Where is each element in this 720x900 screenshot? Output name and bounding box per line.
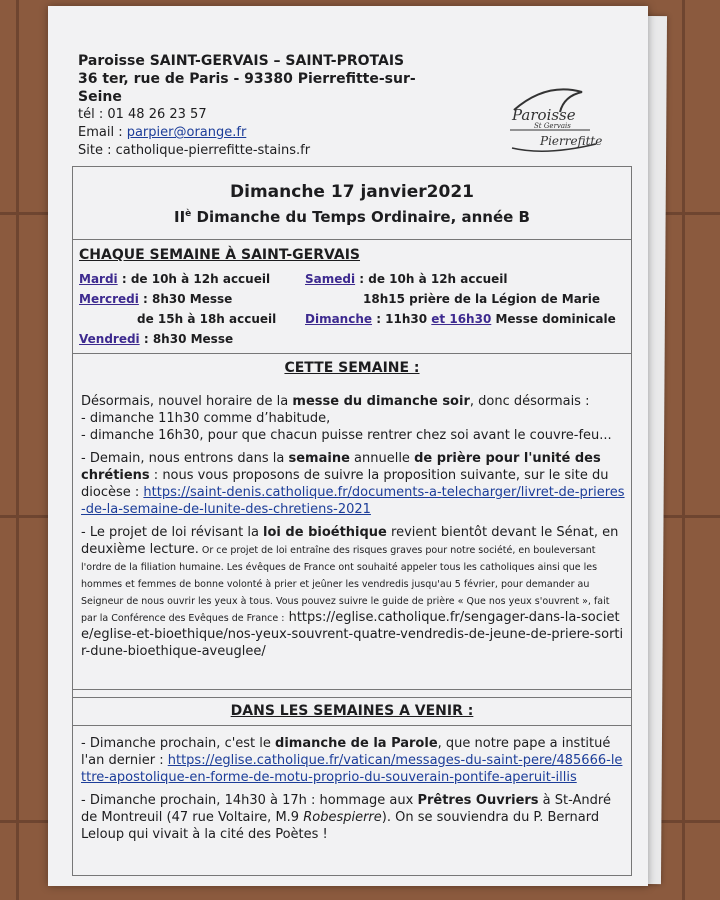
schedule-mercredi-2: de 15h à 18h accueil [137,312,277,326]
weekly-schedule-left [79,269,319,349]
this-week-body [81,393,625,666]
floor-grout [682,0,685,900]
diocese-link[interactable]: https://saint-denis.catholique.fr/documents-a-telecharger/livret-de-prieres-de-la-semaine-de-lunite-des-chretiens-2021 [81,485,625,517]
parish-address: 36 ter, rue de Paris - 93380 Pierrefitte-sur-Seine [78,71,416,105]
divider [73,353,631,354]
worker-priests-paragraph: - Dimanche prochain, 14h30 à 17h : hommage aux Prêtres Ouvriers à St-André de Montreuil (47 rue Voltaire, M.9 Robespierre). On se souviendra du P. Bernard Leloup qui vivait à la cité des Poètes ! [81,793,611,842]
schedule-mardi: Mardi : de 10h à 12h accueil [79,272,271,286]
parish-header [78,52,418,160]
parish-name: Paroisse SAINT-GERVAIS – SAINT-PROTAIS [78,53,405,69]
word-sunday-paragraph: - Dimanche prochain, c'est le dimanche de la Parole, que notre pape a institué l'an dernier : https://eglise.catholique.fr/vatican/messages-du-saint-pere/485666-lettre-apostolique-en-forme-de-motu-proprio-du-souverain-pontife-aperuit-illis [81,736,623,785]
weekly-heading: CHAQUE SEMAINE À SAINT-GERVAIS [79,247,361,263]
bulletin-frame [72,166,632,876]
weekly-schedule-right [305,269,625,329]
evening-mass-paragraph: Désormais, nouvel horaire de la messe du dimanche soir, donc désormais : - dimanche 11h30 comme d’habitude, - dimanche 16h30, pour que chacun puisse rentrer chez soi avant le couvre-feu... [81,394,612,443]
schedule-dimanche: Dimanche : 11h30 et 16h30 Messe dominicale [305,312,616,326]
parish-leaflet [48,6,648,886]
parish-site-line [78,142,418,160]
schedule-vendredi: Vendredi : 8h30 Messe [79,332,234,346]
parish-phone: tél : 01 48 26 23 57 [78,107,207,122]
schedule-mercredi: Mercredi : 8h30 Messe [79,292,233,306]
bulletin-date: Dimanche 17 janvier2021 [230,182,474,202]
schedule-samedi-2: 18h15 prière de la Légion de Marie [363,292,600,306]
site-link[interactable]: catholique-pierrefitte-stains.fr [115,143,311,158]
logo-line1: Paroisse [512,106,576,124]
bulletin-subtitle: $II^è$ Dimanche du Temps Ordinaire, année B [173,208,530,226]
schedule-samedi: Samedi : de 10h à 12h accueil [305,272,508,286]
divider [73,725,631,726]
vatican-link[interactable]: https://eglise.catholique.fr/vatican/messages-du-saint-pere/485666-lettre-apostolique-en-forme-de-motu-proprio-du-souverain-pontife-aperuit-illis [81,753,623,785]
logo-line2: St Gervais [534,122,571,130]
coming-body [81,735,625,849]
logo-line3: Pierrefitte [540,134,603,148]
coming-heading: DANS LES SEMAINES A VENIR : [230,703,474,719]
bulletin-title [73,181,631,228]
parish-email-line [78,124,418,142]
floor-grout [16,0,19,900]
divider [73,689,631,690]
bioethics-link[interactable]: https://eglise.catholique.fr/sengager-dans-la-societe/eglise-et-bioethique/nos-yeux-souvrent-quatre-vendredis-de-jeune-de-priere-sortir-dune-bioethique-aveuglee/ [81,610,624,659]
unity-week-paragraph: - Demain, nous entrons dans la semaine annuelle de prière pour l'unité des chrétiens : nous vous proposons de suivre la proposition suivante, sur le site du diocèse : https://saint-denis.catholique.fr/documents-a-telecharger/livret-de-prieres-de-la-semaine-de-lunite-des-chretiens-2021 [81,451,625,517]
bioethics-paragraph: - Le projet de loi révisant la loi de bioéthique revient bientôt devant le Sénat, en deuxième lecture. Or ce projet de loi entraîne des risques graves pour notre société, en bouleversant l'ordre de la filiation humaine. Les évêques de France ont souhaité appeler tous les catholiques ainsi que les hommes et femmes de bonne volonté à prier et jeûner les vendredis jusqu'au 5 février, pour demander au Seigneur de nous ouvrir les yeux à tous. Vous pouvez suivre le guide de prière « Que nos yeux s'ouvrent », fait par la Conférence des Evêques de France : https://eglise.catholique.fr/sengager-dans-la-societe/eglise-et-bioethique/nos-yeux-souvrent-quatre-vendredis-de-jeune-de-priere-sortir-dune-bioethique-aveuglee/ [81,525,624,659]
divider [73,239,631,240]
email-link[interactable]: parpier@orange.fr [126,125,247,140]
site-label: Site : [78,143,116,158]
divider [73,697,631,698]
email-label: Email : [78,125,127,140]
this-week-heading: CETTE SEMAINE : [284,360,420,376]
parish-logo [506,86,602,166]
